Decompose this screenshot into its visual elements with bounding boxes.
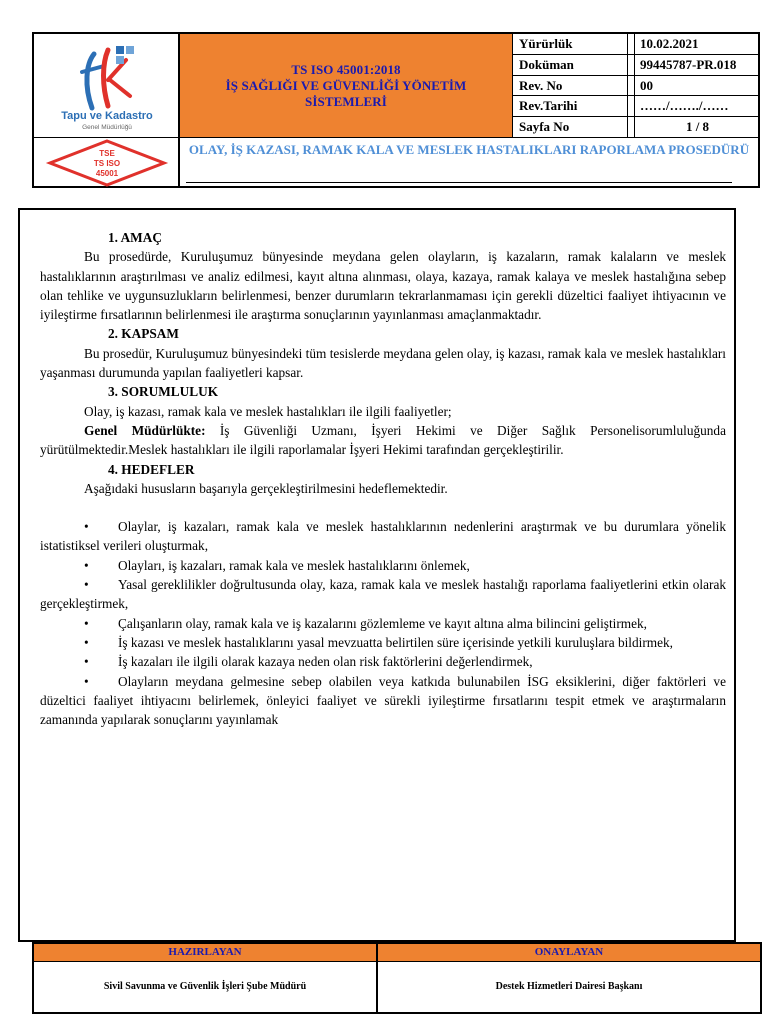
approval-footer: [32, 942, 762, 1014]
bullet-icon: •: [84, 577, 89, 593]
tse-text-2: TS ISO: [93, 159, 121, 168]
bullet-icon: •: [84, 615, 89, 631]
document-text: [40, 228, 726, 729]
title-line-2: İŞ SAĞLIĞI VE GÜVENLİĞİ YÖNETİM: [225, 77, 467, 93]
responsibility-detail: İş Güvenliği Uzmanı, İşyeri Hekimi ve Diğer Sağlık Personelisorumluluğunda yürütülmektedir.Meslek hastalıkları ile ilgili raporlamalar İşyeri Hekimi tarafından gerçekleştirilir.: [40, 422, 726, 458]
tkgm-logo-icon: [34, 34, 180, 138]
list-item-text: Olayları, iş kazaları, ramak kala ve meslek hastalıklarını önlemek,: [118, 557, 470, 573]
meta-value: 00: [634, 76, 760, 96]
meta-row-effective-date: [512, 34, 760, 55]
bullet-icon: •: [84, 673, 89, 689]
section-text-scope: Bu prosedür, Kuruluşumuz bünyesindeki tüm tesislerde meydana gelen olay, iş kazası, ramak kala ve meslek hastalıkları yaşanması durumunda yapılan faaliyetleri kapsar.: [40, 345, 726, 381]
list-item-text: İş kazası ve meslek hastalıklarını yasal mevzuatta belirtilen süre içerisinde yetkili kuruluşlara bildirmek,: [118, 634, 673, 650]
document-meta-table: [512, 34, 760, 138]
bullet-icon: •: [84, 557, 89, 573]
procedure-title-cell: [180, 138, 760, 188]
meta-key: Yürürlük: [512, 34, 628, 54]
meta-row-page-no: [512, 117, 760, 138]
tse-cell: [34, 138, 180, 188]
meta-row-rev-no: [512, 76, 760, 97]
bullet-icon: •: [84, 654, 89, 670]
list-item: [40, 614, 726, 633]
title-line-1: TS ISO 45001:2018: [291, 61, 401, 77]
responsibility-bold-label: Genel Müdürlükte:: [84, 422, 206, 438]
meta-value: 99445787-PR.018: [634, 55, 760, 75]
approved-by-header: ONAYLAYAN: [378, 944, 760, 962]
tse-text-1: TSE: [99, 149, 115, 158]
logo-cell: [34, 34, 180, 138]
title-line-3: SİSTEMLERİ: [305, 93, 387, 109]
tse-text-3: 45001: [95, 169, 119, 178]
document-header: [32, 32, 760, 188]
list-item: [40, 672, 726, 730]
meta-value: 10.02.2021: [634, 34, 760, 54]
meta-key: Sayfa No: [512, 117, 628, 137]
bullet-icon: •: [84, 634, 89, 650]
list-item-text: Yasal gereklilikler doğrultusunda olay, kaza, ramak kala ve meslek hastalığı raporlama faaliyetlerini etkin olarak gerçekleştirmek,: [40, 577, 726, 612]
list-item: [40, 517, 726, 556]
list-item: [40, 556, 726, 575]
section-text-responsibility-2: [40, 421, 726, 460]
section-heading-purpose: 1. AMAÇ: [108, 230, 162, 245]
logo-text-line2: Genel Müdürlüğü: [82, 124, 132, 131]
list-item: [40, 633, 726, 652]
section-text-goals: Aşağıdaki hususların başarıyla gerçekleştirilmesini hedeflemektedir.: [84, 480, 448, 496]
list-item-text: Çalışanların olay, ramak kala ve iş kazalarını gözlemleme ve kayıt altına alma bilincini geliştirmek,: [118, 615, 647, 631]
system-title: [180, 34, 512, 138]
meta-row-document: [512, 55, 760, 76]
tse-badge-icon: [34, 138, 180, 188]
prepared-by-header: HAZIRLAYAN: [34, 944, 378, 962]
meta-key: Doküman: [512, 55, 628, 75]
procedure-title: OLAY, İŞ KAZASI, RAMAK KALA VE MESLEK HASTALIKLARI RAPORLAMA PROSEDÜRÜ: [188, 142, 750, 157]
section-heading-goals: 4. HEDEFLER: [108, 461, 195, 477]
section-text-responsibility: Olay, iş kazası, ramak kala ve meslek hastalıkları ile ilgili faaliyetler;: [84, 403, 452, 419]
divider: [186, 182, 732, 183]
section-heading-scope: 2. KAPSAM: [108, 326, 179, 342]
list-item: [40, 575, 726, 614]
meta-value: ……/……./……: [634, 96, 760, 116]
logo-text-line1: Tapu ve Kadastro: [61, 110, 153, 122]
list-item-text: Olayların meydana gelmesine sebep olabilen veya katkıda bulunabilen İSG eksiklerini, diğer faktörleri ve düzeltici faaliyet ihtiyacını belirlemek, önleyici faaliyet ve sürekli iyileştirme fırsatlarını tespit etmek ve araştırmaların zamanında yapılarak sonuçlarını yayınlamak: [40, 673, 726, 728]
meta-key: Rev. No: [512, 76, 628, 96]
document-body: [18, 208, 736, 942]
list-item-text: Olaylar, iş kazaları, ramak kala ve meslek hastalıklarının nedenlerini araştırmak ve bu durumlara yönelik istatistiksel verileri oluşturmak,: [40, 519, 726, 554]
list-item: [40, 652, 726, 671]
list-item-text: İş kazaları ile ilgili olarak kazaya neden olan risk faktörlerini değerlendirmek,: [118, 654, 533, 670]
prepared-by-value: Sivil Savunma ve Güvenlik İşleri Şube Müdürü: [34, 962, 378, 1012]
section-text-purpose: Bu prosedürde, Kuruluşumuz bünyesinde meydana gelen olayların, iş kazaların, ramak kalaların ve meslek hastalıklarının araştırılması ve analiz edilmesi, kayıt altına alınması, olaya, kazaya, ramak kalaya ve meslek hastalığına sebep olan tehlike ve uygunsuzlukların belirlenmesi, benzer durumların tekrarlanmaması için gerekli düzeltici faaliyet ihtiyacının ve iyileştirme fırsatlarının belirlenmesi ile araştırma sonuçlarının yayınlanması amaçlanmaktadır.: [40, 249, 726, 323]
bullet-icon: •: [84, 519, 89, 535]
approved-by-value: Destek Hizmetleri Dairesi Başkanı: [495, 981, 643, 992]
meta-row-rev-date: [512, 96, 760, 117]
section-heading-responsibility: 3. SORUMLULUK: [108, 384, 219, 400]
meta-value: 1 / 8: [634, 117, 760, 137]
meta-key: Rev.Tarihi: [512, 96, 628, 116]
